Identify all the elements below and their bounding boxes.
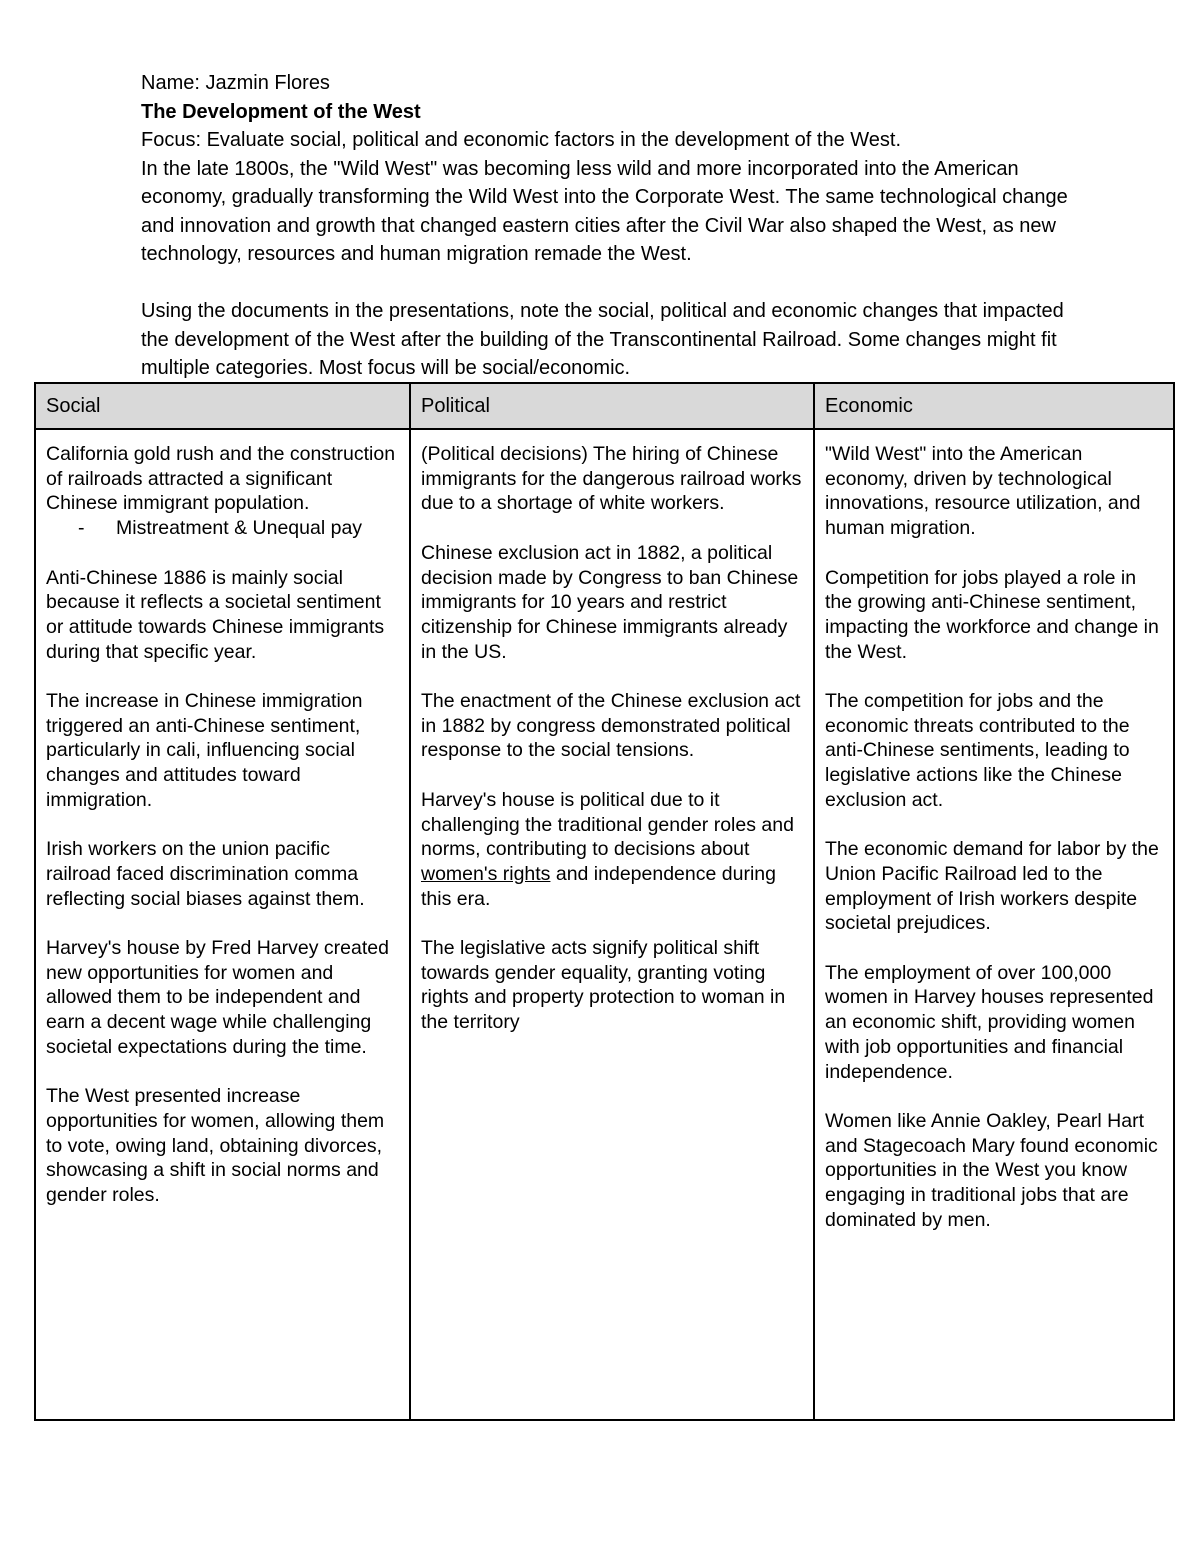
economic-note-2: Competition for jobs played a role in the growing anti-Chinese sentiment, impacting the workforce and change in the West. bbox=[825, 566, 1159, 663]
header-political: Political bbox=[410, 383, 814, 429]
student-name: Name: Jazmin Flores bbox=[141, 72, 330, 94]
economic-note-6: Women like Annie Oakley, Pearl Hart and Stagecoach Mary found economic opportunities in the West you know engaging in traditional jobs that are dominated by men. bbox=[825, 1109, 1158, 1231]
political-cell[interactable] bbox=[410, 429, 814, 1420]
political-note-2: Chinese exclusion act in 1882, a political decision made by Congress to ban Chinese immigrants for 10 years and restrict citizenship for Chinese immigrants already in the US. bbox=[421, 541, 799, 663]
table-header-row bbox=[35, 383, 1174, 429]
focus-statement: Focus: Evaluate social, political and economic factors in the development of the West. bbox=[141, 129, 902, 151]
social-sub-bullet-text: Mistreatment & Unequal pay bbox=[116, 517, 363, 540]
header-social: Social bbox=[35, 383, 410, 429]
social-note-3: The increase in Chinese immigration triggered an anti-Chinese sentiment, particularly in cali, influencing social changes and attitudes toward immigration. bbox=[46, 690, 363, 811]
political-note-4-end: and independence during this era. bbox=[421, 862, 776, 910]
political-note-5: The legislative acts signify political shift towards gender equality, granting voting rights and property protection to woman in the territory bbox=[421, 937, 786, 1034]
social-note-2: Anti-Chinese 1886 is mainly social because it reflects a societal sentiment or attitude towards Chinese immigrants during that specific year. bbox=[46, 566, 385, 663]
economic-note-4: The economic demand for labor by the Union Pacific Railroad led to the employment of Irish workers despite societal prejudices. bbox=[825, 838, 1159, 935]
social-cell[interactable] bbox=[35, 429, 410, 1420]
economic-note-5: The employment of over 100,000 women in Harvey houses represented an economic shift, providing women with job opportunities and financial independence. bbox=[825, 961, 1154, 1083]
economic-note-1: "Wild West" into the American economy, driven by technological innovations, resource utilization, and human migration. bbox=[825, 443, 1141, 540]
social-sub-bullet bbox=[46, 516, 399, 541]
worksheet-header bbox=[141, 69, 1071, 383]
economic-cell[interactable] bbox=[814, 429, 1174, 1420]
economic-note-3: The competition for jobs and the economic threats contributed to the anti-Chinese sentiments, leading to legislative actions like the Chinese exclusion act. bbox=[825, 690, 1130, 811]
social-note-5: Harvey's house by Fred Harvey created new opportunities for women and allowed them to be independent and earn a decent wage while challenging societal expectations during the time. bbox=[46, 937, 389, 1058]
social-note-6: The West presented increase opportunities for women, allowing them to vote, owing land, obtaining divorces, showcasing a shift in social norms and gender roles. bbox=[46, 1085, 385, 1207]
table-body-row bbox=[35, 429, 1174, 1420]
header-economic: Economic bbox=[814, 383, 1174, 429]
factors-table bbox=[34, 382, 1175, 1421]
bullet-dash: - bbox=[78, 517, 85, 540]
social-note-1: California gold rush and the construction of railroads attracted a significant Chinese immigrant population. bbox=[46, 443, 396, 515]
political-note-3: The enactment of the Chinese exclusion act in 1882 by congress demonstrated political response to the social tensions. bbox=[421, 690, 801, 762]
political-note-4 bbox=[421, 788, 803, 912]
social-note-4: Irish workers on the union pacific railroad faced discrimination comma reflecting social biases against them. bbox=[46, 838, 365, 910]
political-note-1: (Political decisions) The hiring of Chinese immigrants for the dangerous railroad works due to a shortage of white workers. bbox=[421, 443, 802, 515]
instructions-paragraph: Using the documents in the presentations, note the social, political and economic changes that impacted the development of the West after the building of the Transcontinental Railroad. Some changes might fit multiple categories. Most focus will be social/economic. bbox=[141, 300, 1064, 379]
page-title: The Development of the West bbox=[141, 100, 421, 123]
womens-rights-link[interactable]: women's rights bbox=[421, 862, 551, 885]
paragraph-spacer bbox=[141, 269, 1071, 298]
intro-paragraph: In the late 1800s, the "Wild West" was becoming less wild and more incorporated into the American economy, gradually transforming the Wild West into the Corporate West. The same technological change and innovation and growth that changed eastern cities after the Civil War also shaped the West, as new technology, resources and human migration remade the West. bbox=[141, 157, 1068, 265]
political-note-4-start: Harvey's house is political due to it challenging the traditional gender roles and norms, contributing to decisions about bbox=[421, 788, 794, 861]
